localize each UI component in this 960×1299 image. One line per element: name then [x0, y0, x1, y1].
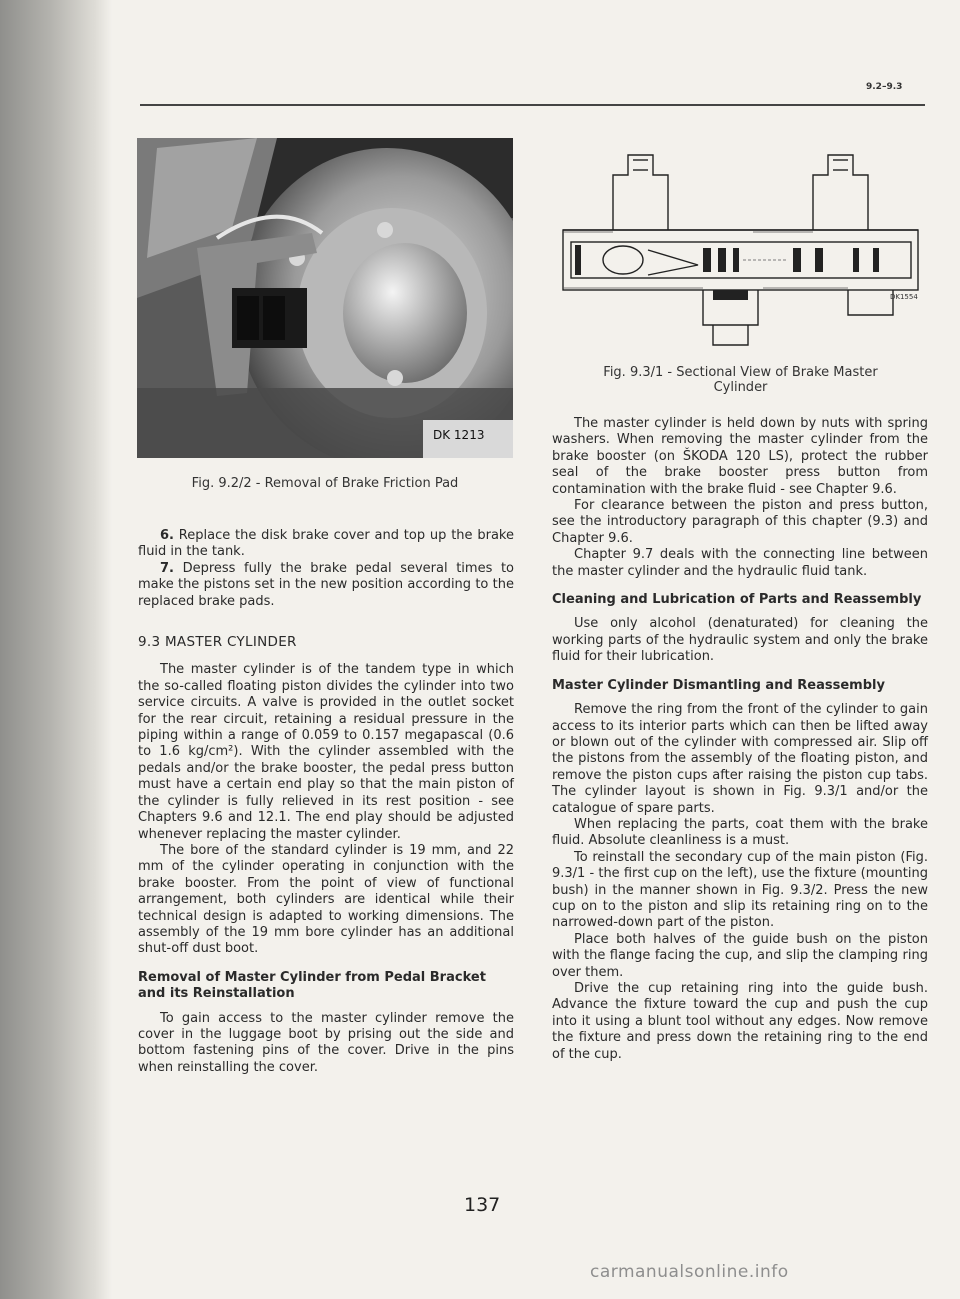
step-7-number: 7. [160, 560, 174, 576]
step-7 [138, 561, 514, 610]
section-code: 9.2–9.3 [866, 82, 903, 92]
step-7-text: Depress fully the brake pedal several times to make the pistons set in the new position according to the replaced brake pads. [138, 560, 514, 609]
right-column [552, 416, 928, 1063]
right-para-2: For clearance between the piston and press button, see the introductory paragraph of this chapter (9.3) and Chapter 9.6. [552, 498, 928, 546]
site-watermark: carmanualsonline.info [590, 1262, 789, 1282]
right-para-8: Place both halves of the guide bush on the piston with the flange facing the cup, and slip the clamping ring over them. [552, 931, 928, 980]
heading-removal: Removal of Master Cylinder from Pedal Bracket and its Reinstallation [138, 969, 486, 1002]
heading-cleaning: Cleaning and Lubrication of Parts and Reassembly [552, 592, 922, 608]
page-number: 137 [464, 1194, 501, 1216]
right-para-3: Chapter 9.7 deals with the connecting line between the master cylinder and the hydraulic fluid tank. [552, 547, 928, 579]
diagram-caption-line1: Fig. 9.3/1 - Sectional View of Brake Master [603, 365, 878, 380]
step-6-text: Replace the disk brake cover and top up the brake fluid in the tank. [138, 528, 514, 560]
left-column [138, 528, 514, 1076]
heading-dismantling: Master Cylinder Dismantling and Reassembly [552, 677, 885, 693]
right-para-1: The master cylinder is held down by nuts with spring washers. When removing the master cylinder from the brake booster (on ŠKODA 120 LS), protect the rubber seal of the brake booster press button from contamination with the brake fluid - see Chapter 9.6. [552, 416, 928, 497]
right-para-7: To reinstall the secondary cup of the main piston (Fig. 9.3/1 - the first cup on the left), use the fixture (mounting bush) in the manner shown in Fig. 9.3/2. Press the new cup on to the piston and slip its retaining ring on to the narrowed-down part of the piston. [552, 849, 928, 931]
brake-pad-photo [137, 138, 513, 458]
right-para-4: Use only alcohol (denaturated) for cleaning the working parts of the hydraulic system and only the brake fluid for their lubrication. [552, 616, 928, 665]
header-rule [140, 104, 925, 106]
section-title: 9.3 MASTER CYLINDER [138, 634, 297, 651]
step-6-number: 6. [160, 528, 174, 543]
photo-caption: Fig. 9.2/2 - Removal of Brake Friction Pad [191, 476, 459, 491]
right-para-5: Remove the ring from the front of the cylinder to gain access to its interior parts which can then be lifted away or blown out of the cylinder with compressed air. Slip off the pistons from the assembly of the floating piston, and remove the piston cups after raising the piston cup tabs. The cylinder layout is shown in Fig. 9.3/1 and/or the catalogue of spare parts. [552, 702, 928, 816]
left-para-1: The master cylinder is of the tandem type in which the so-called floating piston divides the cylinder into two service circuits. A valve is provided in the outlet socket for the rear circuit, retaining a residual pressure in the piping within a range of 0.059 to 0.157 megapascal (0.6 to 1.6 kg/cm²). With the cylinder assembled with the pedals and/or the brake booster, the pedal press button must have a certain end play so that the main piston of the cylinder is fully relieved in its rest position - see Chapters 9.6 and 12.1. The end play should be adjusted whenever replacing the master cylinder. [138, 662, 514, 842]
photo-tag: DK 1213 [433, 428, 485, 442]
left-para-2: The bore of the standard cylinder is 19 mm, and 22 mm of the cylinder operating in conjunction with the brake booster. From the point of view of functional arrangement, both cylinders are identical while their technical design is adapted to working dimensions. The assembly of the 19 mm bore cylinder has an additional shut-off dust boot. [138, 842, 514, 957]
step-6 [138, 528, 514, 561]
left-para-3: To gain access to the master cylinder remove the cover in the luggage boot by prising out the side and bottom fastening pins of the cover. Drive in the pins when reinstalling the cover. [138, 1010, 514, 1075]
page-binding-shadow [0, 0, 112, 1299]
right-para-9: Drive the cup retaining ring into the guide bush. Advance the fixture toward the cup and push the cup into it using a blunt tool without any edges. Now remove the fixture and press down the retaining ring to the end of the cup. [552, 981, 928, 1062]
right-para-6: When replacing the parts, coat them with the brake fluid. Absolute cleanliness is a must. [552, 816, 928, 849]
diagram-tag: DK1554 [890, 293, 918, 301]
diagram-caption [553, 365, 928, 395]
diagram-caption-line2: Cylinder [713, 380, 768, 395]
master-cylinder-diagram [553, 150, 928, 350]
